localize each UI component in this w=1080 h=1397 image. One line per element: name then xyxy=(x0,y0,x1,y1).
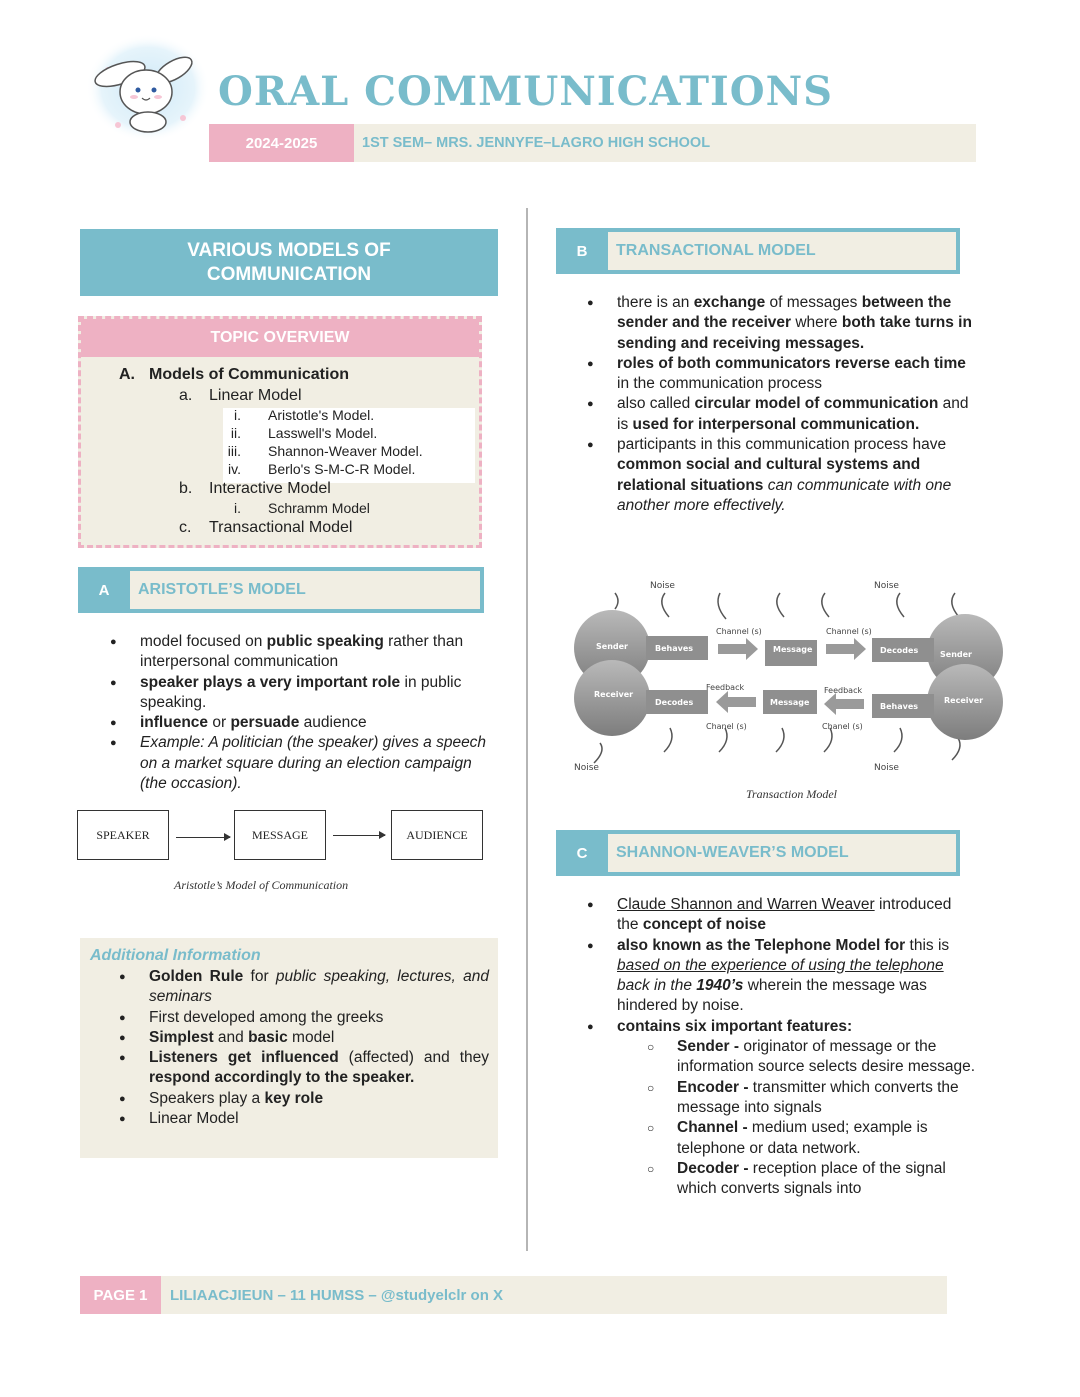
overview-b-number: b. xyxy=(179,480,193,497)
list-item: ● model focused on public speaking rather than interpersonal communication xyxy=(110,632,498,673)
overview-heading: Models of Communication xyxy=(149,366,349,383)
decodes-label: Decodes xyxy=(655,698,694,707)
transactional-bullets xyxy=(587,293,977,516)
page-number: PAGE 1 xyxy=(80,1276,161,1314)
arrow-icon xyxy=(176,837,230,838)
arrow-icon xyxy=(824,693,864,715)
overview-interactive-model: Interactive Model xyxy=(209,480,331,497)
noise-label: Noise xyxy=(574,763,599,773)
list-item: ○ Channel - medium used; example is telephone or data network. xyxy=(647,1118,977,1159)
aristotle-bullets xyxy=(110,632,498,794)
overview-item: Lasswell's Model. xyxy=(268,425,378,441)
feedback-label: Feedback xyxy=(824,686,863,695)
aristotle-diagram-caption: Aristotle’s Model of Communication xyxy=(174,878,349,892)
sender-label: Sender xyxy=(596,642,628,651)
section-letter: C xyxy=(576,844,588,862)
channel-label: Channel (s) xyxy=(716,627,762,636)
overview-item-number: iv. xyxy=(228,461,241,477)
speaker-box: SPEAKER xyxy=(77,810,169,860)
aristotle-section-header xyxy=(78,567,484,613)
list-item: ● Linear Model xyxy=(119,1109,489,1129)
message-label: Message xyxy=(773,645,813,654)
list-item: ● also known as the Telephone Model for this is based on the experience of using the telephone back in the 1940’s wherein the message was hindered by noise. xyxy=(587,936,977,1017)
overview-linear-model: Linear Model xyxy=(209,387,302,404)
overview-item-number: i. xyxy=(234,407,241,423)
section-title: SHANNON-WEAVER’S MODEL xyxy=(608,834,956,872)
sender-label: Sender xyxy=(940,650,972,659)
section-letter: A xyxy=(98,581,110,599)
features-list xyxy=(647,1037,977,1199)
header-subtitle: 1ST SEM– MRS. JENNYFE–LAGRO HIGH SCHOOL xyxy=(362,135,711,151)
list-item: ○ Sender - originator of message or the information source selects desire message. xyxy=(647,1037,977,1078)
shannon-weaver-bullets xyxy=(587,895,977,1199)
list-item: ● Simplest and basic model xyxy=(119,1028,489,1048)
additional-info-bullets xyxy=(119,967,489,1129)
arrow-icon xyxy=(718,638,758,660)
list-item: ● also called circular model of communication and is used for interpersonal communication. xyxy=(587,394,977,435)
list-item: ● there is an exchange of messages between the sender and the receiver where both take turns in sending and receiving messages. xyxy=(587,293,977,354)
section-letter: B xyxy=(576,242,588,260)
overview-item-number: ii. xyxy=(230,425,241,441)
overview-c-number: c. xyxy=(179,519,192,536)
overview-item: Shannon-Weaver Model. xyxy=(268,443,423,459)
list-item: ○ Decoder - reception place of the signal which converts signals into xyxy=(647,1159,977,1200)
overview-item-number: i. xyxy=(234,500,241,516)
message-label: Message xyxy=(770,698,810,707)
feedback-label: Feedback xyxy=(706,683,745,692)
overview-item: Aristotle's Model. xyxy=(268,407,375,423)
footer-credit: LILIAACJIEUN – 11 HUMSS – @studyelclr on X xyxy=(170,1286,504,1304)
list-item: ● roles of both communicators reverse each time in the communication process xyxy=(587,354,977,395)
transactional-section-header xyxy=(556,228,960,274)
chanel-label: Chanel (s) xyxy=(706,722,747,731)
noise-label: Noise xyxy=(874,581,899,591)
shannon-weaver-section-header xyxy=(556,830,960,876)
list-item: ● Example: A politician (the speaker) gives a speech on a market square during an election campaign (the occasion). xyxy=(110,733,498,794)
list-item: ● First developed among the greeks xyxy=(119,1008,489,1028)
topic-overview-title: TOPIC OVERVIEW xyxy=(81,319,479,357)
noise-label: Noise xyxy=(874,763,899,773)
list-item: ● Listeners get influenced (affected) and they respond accordingly to the speaker. xyxy=(119,1048,489,1089)
list-item: ● participants in this communication process have common social and cultural systems and relational situations can communicate with one another more effectively. xyxy=(587,435,977,516)
topic-overview-box xyxy=(78,316,482,548)
chanel-label: Chanel (s) xyxy=(822,722,863,731)
column-divider xyxy=(526,208,528,1251)
list-item: ● Speakers play a key role xyxy=(119,1089,489,1109)
audience-box: AUDIENCE xyxy=(391,810,483,860)
overview-item: Schramm Model xyxy=(268,500,370,516)
overview-heading-number: A. xyxy=(119,366,135,383)
additional-info-title: Additional Information xyxy=(90,947,261,964)
list-item: ● contains six important features: ○ Sender - originator of message or the information source selects desire message. ○ Encoder - transmitter which converts the message into signals ○ Channel - medium used; example is telephone or data network. ○ Decoder - reception place of the signal which converts signals into xyxy=(587,1017,977,1200)
arrow-icon xyxy=(716,691,756,713)
list-item: ○ Encoder - transmitter which converts the message into signals xyxy=(647,1078,977,1119)
transaction-model-diagram xyxy=(560,578,1020,803)
noise-label: Noise xyxy=(650,581,675,591)
receiver-label: Receiver xyxy=(944,696,984,705)
receiver-label: Receiver xyxy=(594,690,634,699)
overview-transactional-model: Transactional Model xyxy=(209,519,353,536)
list-item: ● speaker plays a very important role in public speaking. xyxy=(110,673,498,714)
overview-a-number: a. xyxy=(179,387,193,404)
transaction-model-caption: Transaction Model xyxy=(746,787,838,801)
page-title: ORAL COMMUNICATIONS xyxy=(218,68,834,115)
header-bar xyxy=(209,124,976,162)
behaves-label: Behaves xyxy=(880,702,919,711)
channel-label: Channel (s) xyxy=(826,627,872,636)
overview-item-number: iii. xyxy=(227,443,241,459)
additional-info-box xyxy=(80,938,498,1158)
list-item: ● Golden Rule for public speaking, lectures, and seminars xyxy=(119,967,489,1008)
section-title: TRANSACTIONAL MODEL xyxy=(608,232,956,270)
arrow-icon xyxy=(333,835,385,836)
list-item: ● influence or persuade audience xyxy=(110,713,498,733)
school-year-badge: 2024-2025 xyxy=(209,124,354,162)
arrow-icon xyxy=(826,638,866,660)
noise-squiggles xyxy=(594,593,960,763)
section-title: ARISTOTLE’S MODEL xyxy=(130,571,480,609)
page-footer xyxy=(80,1276,947,1314)
overview-item: Berlo's S-M-C-R Model. xyxy=(268,461,416,477)
behaves-label: Behaves xyxy=(655,644,694,653)
various-models-heading: VARIOUS MODELS OF COMMUNICATION xyxy=(80,229,498,296)
message-box: MESSAGE xyxy=(234,810,326,860)
mascot-logo xyxy=(78,30,208,142)
decodes-label: Decodes xyxy=(880,646,919,655)
list-item: ● Claude Shannon and Warren Weaver introduced the concept of noise xyxy=(587,895,977,936)
